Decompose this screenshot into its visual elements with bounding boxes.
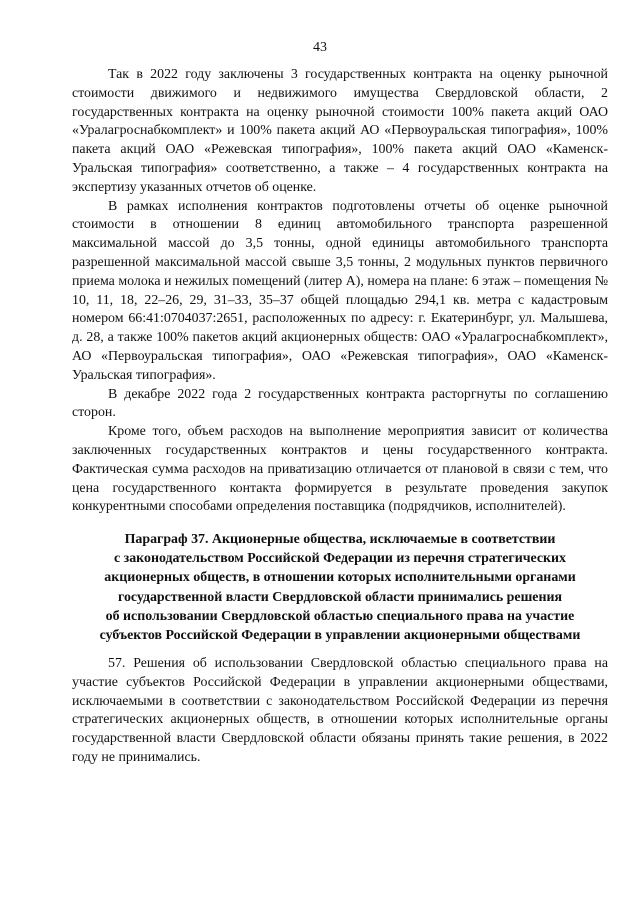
heading-line: субъектов Российской Федерации в управлении акционерными обществами bbox=[99, 628, 581, 644]
section-heading bbox=[72, 530, 608, 645]
paragraph-special-right-decisions: 57. Решения об использовании Свердловской областью специального права на участие субъектов Российской Федерации в управлении акционерными обществами, исключаемыми в соответствии с законодательством Российской Федерации из перечня стратегических акционерных обществ, в отношении которых исполнительные органы государственной власти Свердловской области обязаны принять такие решения, в 2022 году не принимались. bbox=[72, 656, 608, 765]
heading-line: с законодательством Российской Федерации из перечня стратегических bbox=[114, 551, 566, 567]
paragraph-expenses: Кроме того, объем расходов на выполнение мероприятия зависит от количества заключенных государственных контрактов и цены государственного контракта. Фактическая сумма расходов на приватизацию отличается от плановой в связи с тем, что цена государственного контакта формируется в результате проведения закупок конкурентными способами определения поставщика (подрядчиков, исполнителей). bbox=[72, 424, 608, 515]
paragraph-valuation-reports: В рамках исполнения контрактов подготовлены отчеты об оценке рыночной стоимости в отношении 8 единиц автомобильного транспорта разрешенной максимальной массой до 3,5 тонны, одной единицы автомобильного транспорта разрешенной максимальной массой свыше 3,5 тонны, 2 модульных пунктов первичного приема молока и нежилых помещений (литер А), номера на плане: 6 этаж – помещения № 10, 11, 18, 22–26, 29, 31–33, 35–37 общей площадью 294,1 кв. метра с кадастровым номером 66:41:0704037:2651, расположенных по адресу: г. Екатеринбург, ул. Малышева, д. 28, а также 100% пакетов акций акционерных обществ: ОАО «Уралагроснабкомплект», АО «Первоуральская типография», ОАО «Режевская типография», ОАО «Каменск-Уральская типография». bbox=[72, 198, 608, 383]
heading-line: государственной власти Свердловской области принимались решения bbox=[117, 589, 562, 605]
body-text-top bbox=[72, 66, 608, 517]
heading-line: Параграф 37. Акционерные общества, исключаемые в соответствии bbox=[124, 532, 556, 547]
paragraph-contracts: Так в 2022 году заключены 3 государственных контракта на оценку рыночной стоимости движимого и недвижимого имущества Свердловской области, 2 государственных контракта на оценку рыночной стоимости 100% пакета акций ОАО «Уралагроснабкомплект» и 100% пакета акций АО «Первоуральская типография», 100% пакета акций ОАО «Режевская типография», 100% пакета акций ОАО «Каменск-Уральская типография» соответственно, а также – 4 государственных контракта на экспертизу указанных отчетов об оценке. bbox=[72, 67, 608, 195]
body-text-bottom bbox=[72, 655, 608, 768]
page-number: 43 bbox=[313, 40, 327, 55]
heading-line: акционерных обществ, в отношении которых исполнительными органами bbox=[104, 570, 576, 586]
heading-line: об использовании Свердловской областью специального права на участие bbox=[105, 608, 575, 624]
paragraph-terminated-contracts: В декабре 2022 года 2 государственных контракта расторгнуты по соглашению сторон. bbox=[72, 386, 608, 421]
